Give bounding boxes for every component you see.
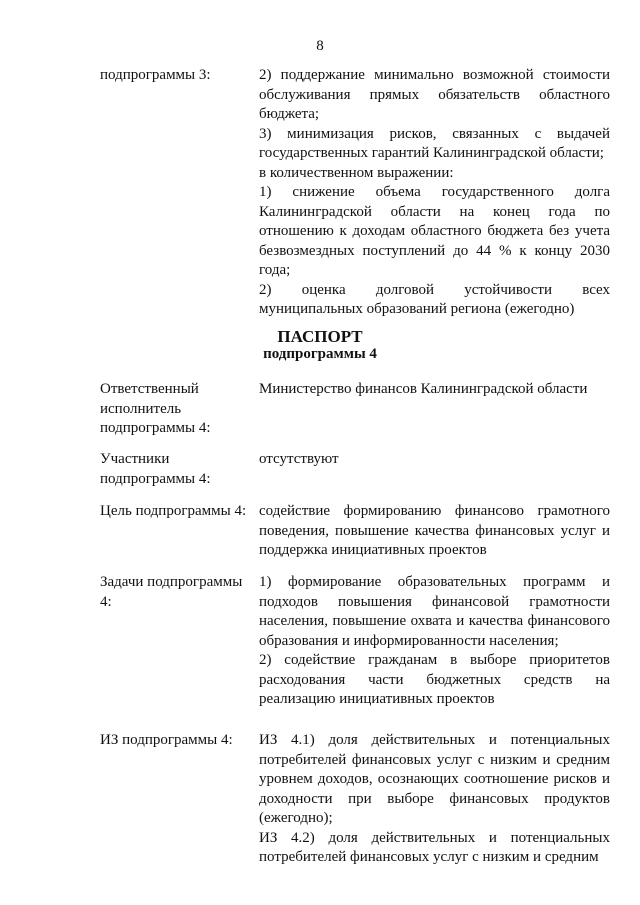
row-label: Ответственный исполнитель подпрограммы 4: bbox=[100, 381, 211, 436]
row-value bbox=[259, 450, 610, 470]
row-label: Цель подпрограммы 4: bbox=[100, 503, 247, 519]
paragraph: ИЗ 4.1) доля действительных и потенциальных потребителей финансовых услуг с низким и средним уровнем доходов, осознающих соотношение рисков и доходности при выборе финансовых продуктов (ежегодно); bbox=[259, 732, 610, 826]
paragraph: ИЗ 4.2) доля действительных и потенциальных потребителей финансовых услуг с низким и средним bbox=[259, 829, 610, 865]
paragraph: 2) оценка долговой устойчивости всех муниципальных образований региона (ежегодно) bbox=[259, 281, 610, 317]
paragraph: 1) снижение объема государственного долга Калининградской области на конец года по отношению к доходам областного бюджета без учета безвозмездных поступлений до 44 % к концу 2030 года; bbox=[259, 184, 610, 278]
passport-title: ПАСПОРТ bbox=[277, 327, 363, 346]
row-label: ИЗ подпрограммы 4: bbox=[100, 732, 233, 748]
paragraph: в количественном выражении: bbox=[259, 164, 454, 181]
passport-subtitle: подпрограммы 4 bbox=[263, 346, 377, 362]
row-label: Участники подпрограммы 4: bbox=[100, 451, 211, 487]
page-number: 8 bbox=[316, 38, 324, 54]
paragraph: содействие формированию финансово грамотного поведения, повышение качества финансовых услуг и поддержка инициативных проектов bbox=[259, 503, 610, 558]
row-value bbox=[259, 380, 610, 400]
row-value bbox=[259, 573, 610, 710]
row-value bbox=[259, 731, 610, 868]
paragraph: 2) содействие гражданам в выборе приоритетов расходования части бюджетных средств на реализацию инициативных проектов bbox=[259, 652, 610, 707]
row-label: Задачи подпрограммы 4: bbox=[100, 574, 243, 610]
row-value bbox=[259, 66, 610, 320]
paragraph: 3) минимизация рисков, связанных с выдачей государственных гарантий Калининградской области; bbox=[259, 125, 610, 161]
paragraph: отсутствуют bbox=[259, 451, 339, 467]
row-value bbox=[259, 502, 610, 561]
paragraph: Министерство финансов Калининградской области bbox=[259, 381, 588, 397]
paragraph: 2) поддержание минимально возможной стоимости обслуживания прямых обязательств областного бюджета; bbox=[259, 67, 610, 122]
paragraph: 1) формирование образовательных программ и подходов повышения финансовой грамотности населения, повышение охвата и качества финансового образования и информированности населения; bbox=[259, 574, 610, 649]
row-label: подпрограммы 3: bbox=[100, 67, 211, 83]
